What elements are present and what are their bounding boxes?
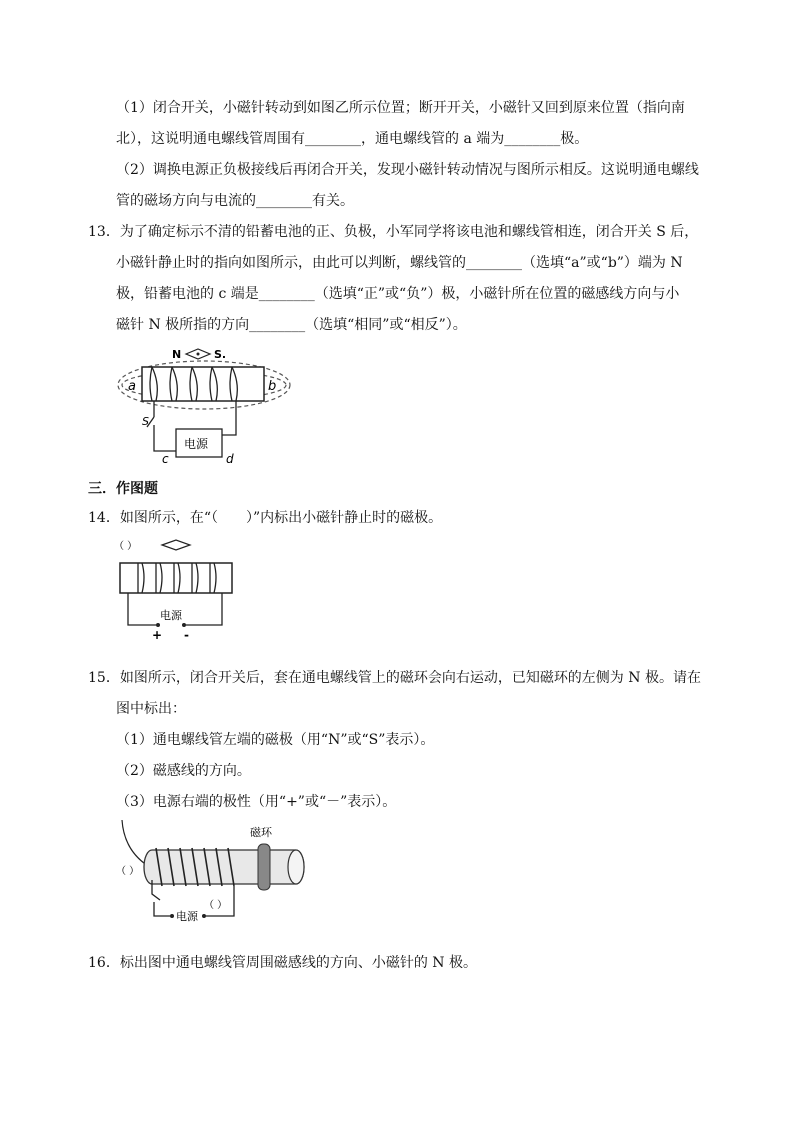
compass-needle-icon [162, 540, 190, 550]
q15-left-paren: （ ） [116, 866, 140, 877]
q14-plus-label: + [152, 628, 163, 642]
q15-line1: 15．如图所示，闭合开关后，套在通电螺线管上的磁环会向右运动，已知磁环的左侧为 N 极。请在 [88, 670, 701, 686]
section-3-heading: 三．作图题 [88, 481, 158, 497]
magnetic-ring [258, 844, 270, 890]
q14-minus-label: - [184, 628, 189, 642]
q16-line1: 16．标出图中通电螺线管周围磁感线的方向、小磁针的 N 极。 [88, 955, 477, 971]
q13-line2: 小磁针静止时的指向如图所示，由此可以判断，螺线管的________（选填“a”或“b”）端为 N [116, 255, 683, 271]
q13-line1: 13．为了确定标示不清的铅蓄电池的正、负极，小军同学将该电池和螺线管相连，闭合开关 S 后， [88, 224, 699, 240]
terminal-c-label: c [162, 452, 169, 465]
q15-line2: 图中标出： [116, 701, 186, 717]
needle-s-label: S. [214, 348, 227, 361]
q15-item3: （3）电源右端的极性（用“+”或“－”表示）。 [116, 794, 397, 810]
end-b-label: b [268, 379, 277, 394]
q15-item1: （1）通电螺线管左端的磁极（用“N”或“S”表示）。 [116, 732, 435, 748]
q13-line4: 磁针 N 极所指的方向________（选填“相同”或“相反”）。 [116, 317, 467, 333]
q14-paren-label: （ ） [114, 541, 138, 552]
ring-label: 磁环 [250, 826, 272, 839]
q15-item2: （2）磁感线的方向。 [116, 763, 251, 779]
battery-label: 电源 [184, 437, 209, 451]
q14-battery-label: 电源 [160, 609, 182, 622]
q12-part2-line2: 管的磁场方向与电流的________有关。 [116, 193, 354, 209]
q13-figure [114, 345, 294, 465]
q12-part2-line1: （2）调换电源正负极接线后再闭合开关，发现小磁针转动情况与图所示相反。这说明通电螺线 [116, 162, 699, 178]
needle-n-label: N [172, 348, 182, 361]
switch-s-label: S [142, 415, 149, 428]
end-a-label: a [128, 379, 136, 394]
solenoid-body [142, 367, 264, 401]
q15-right-paren: （ ） [204, 900, 228, 911]
q12-part1-line1: （1）闭合开关，小磁针转动到如图乙所示位置；断开开关，小磁针又回到原来位置（指向南 [116, 100, 685, 116]
q13-line3: 极，铅蓄电池的 c 端是________（选填“正”或“负”）极，小磁针所在位置的磁感线方向与小 [116, 286, 680, 302]
q15-battery-label: 电源 [176, 910, 198, 923]
q12-part1-line2: 北），这说明通电螺线管周围有________，通电螺线管的 a 端为________极。 [116, 131, 589, 147]
q14-figure [112, 537, 242, 642]
q14-line1: 14．如图所示，在“（ ）”内标出小磁针静止时的磁极。 [88, 510, 443, 526]
terminal-d-label: d [226, 452, 234, 465]
q15-figure [112, 820, 312, 925]
